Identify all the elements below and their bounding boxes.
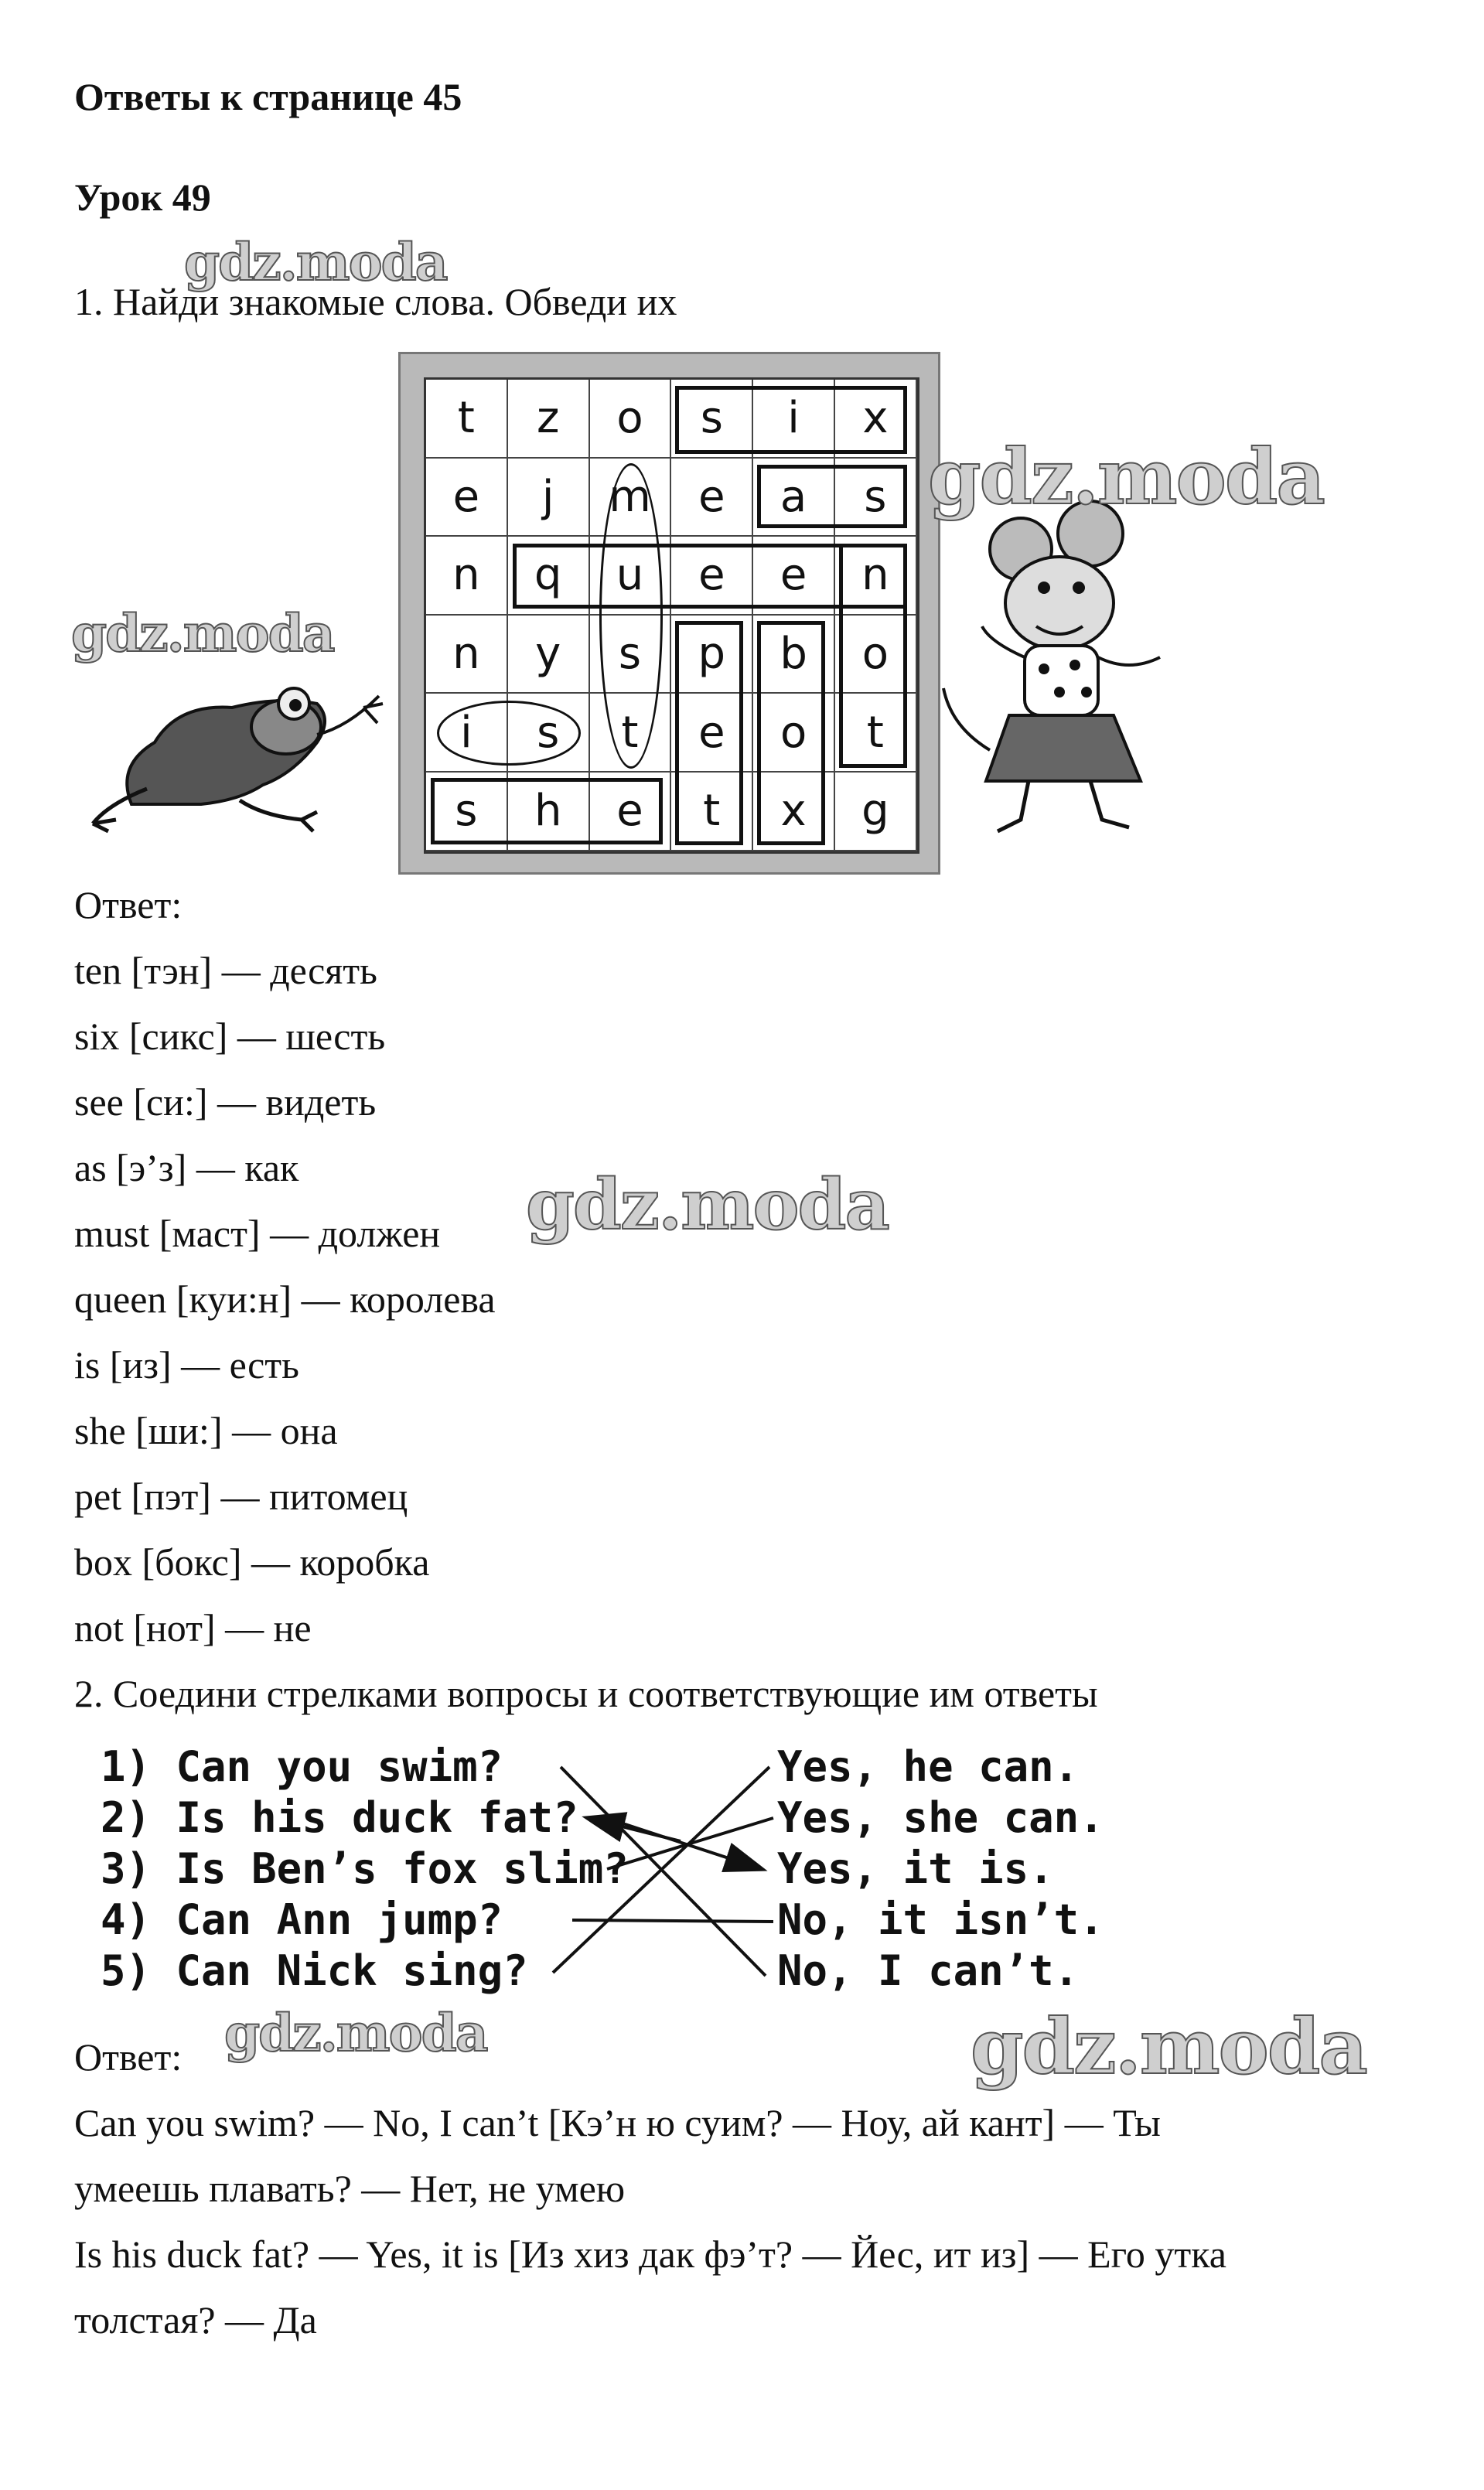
task2-heading: 2. Соедини стрелками вопросы и соответствующие им ответы: [74, 1672, 1098, 1715]
grid-cell: t: [671, 773, 753, 851]
connector-q4: [572, 1920, 773, 1922]
mouse-illustration: [936, 495, 1214, 851]
watermark: gdz.moda: [971, 2003, 1366, 2092]
grid-cell: t: [426, 380, 508, 459]
grid-cell: b: [753, 616, 835, 694]
grid-cell: e: [671, 694, 753, 773]
option-item: No, I can’t.: [777, 1946, 1080, 1995]
word-box-six: [675, 386, 907, 454]
grid-cell: t: [835, 694, 917, 773]
grid-cell: y: [508, 616, 590, 694]
grid-cell: e: [753, 537, 835, 616]
grid-cell: h: [508, 773, 590, 851]
option-item: Yes, she can.: [777, 1793, 1104, 1842]
answer-line: is [из] — есть: [74, 1343, 299, 1387]
grid-cell: u: [590, 537, 672, 616]
grid-cell: o: [835, 616, 917, 694]
answer-line: толстая? — Да: [74, 2298, 317, 2342]
word-box-she: [431, 778, 663, 844]
grid-cell: i: [426, 694, 508, 773]
grid-cell: x: [753, 773, 835, 851]
word-box-as: [757, 465, 907, 528]
grid-cell: g: [835, 773, 917, 851]
word-box-pet: [675, 621, 743, 845]
word-oval-must: [599, 463, 663, 769]
question-item: 1) Can you swim?: [101, 1742, 503, 1791]
grid-cell: n: [835, 537, 917, 616]
word-search-grid: [424, 377, 919, 854]
grid-cell: s: [835, 459, 917, 537]
grid-cell: e: [590, 773, 672, 851]
answer-line: ten [тэн] — десять: [74, 949, 377, 992]
grid-cell: s: [671, 380, 753, 459]
grid-cell: i: [753, 380, 835, 459]
answer-line: box [бокс] — коробка: [74, 1540, 430, 1584]
watermark: gdz.moda: [71, 603, 334, 663]
watermark: gdz.moda: [928, 433, 1324, 522]
word-oval-is: [437, 701, 581, 766]
task2-answer-label: Ответ:: [74, 2035, 183, 2079]
word-box-box: [757, 621, 825, 845]
answer-line: she [ши:] — она: [74, 1409, 338, 1452]
grid-cell: q: [508, 537, 590, 616]
word-search-puzzle: [398, 352, 940, 875]
grid-cell: s: [590, 616, 672, 694]
matching-exercise: [77, 1744, 1145, 2038]
answer-line: not [нот] — не: [74, 1606, 312, 1649]
grid-cell: n: [426, 616, 508, 694]
frog-illustration: [85, 650, 387, 835]
option-item: Yes, it is.: [777, 1844, 1054, 1893]
answer-line: must [маст] — должен: [74, 1212, 441, 1255]
question-item: 3) Is Ben’s fox slim?: [101, 1844, 629, 1893]
watermark: gdz.moda: [184, 232, 447, 292]
grid-cell: o: [590, 380, 672, 459]
grid-cell: s: [508, 694, 590, 773]
answer-line: pet [пэт] — питомец: [74, 1475, 408, 1518]
connector-lines: [77, 1744, 1145, 2038]
question-item: 4) Can Ann jump?: [101, 1895, 503, 1944]
question-item: 5) Can Nick sing?: [101, 1946, 528, 1995]
grid-cell: j: [508, 459, 590, 537]
question-item: 2) Is his duck fat?: [101, 1793, 578, 1842]
lesson-title: Урок 49: [74, 176, 211, 219]
grid-cell: t: [590, 694, 672, 773]
answer-line: as [э’з] — как: [74, 1146, 299, 1189]
connector-arrow-2: [588, 1818, 681, 1841]
answer-line: six [сикс] — шесть: [74, 1015, 386, 1058]
grid-cell: m: [590, 459, 672, 537]
word-box-not: [839, 544, 907, 768]
grid-cell: o: [753, 694, 835, 773]
watermark: gdz.moda: [526, 1164, 889, 1246]
answer-line: see [си:] — видеть: [74, 1080, 377, 1124]
option-item: No, it isn’t.: [777, 1895, 1104, 1944]
answer-line: Is his duck fat? — Yes, it is [Из хиз дак фэ’т? — Йес, ит из] — Его утка: [74, 2232, 1226, 2276]
grid-cell: e: [426, 459, 508, 537]
task1-answer-label: Ответ:: [74, 883, 183, 926]
grid-cell: p: [671, 616, 753, 694]
task1-heading: 1. Найди знакомые слова. Обведи их: [74, 280, 677, 323]
grid-cell: e: [671, 459, 753, 537]
answer-line: умеешь плавать? — Нет, не умею: [74, 2167, 626, 2210]
answer-line: Can you swim? — No, I can’t [Кэ’н ю суим? — Ноу, ай кант] — Ты: [74, 2101, 1161, 2144]
grid-cell: x: [835, 380, 917, 459]
grid-cell: n: [426, 537, 508, 616]
grid-cell: z: [508, 380, 590, 459]
watermark: gdz.moda: [224, 2003, 487, 2063]
grid-cell: e: [671, 537, 753, 616]
option-item: Yes, he can.: [777, 1742, 1080, 1791]
grid-cell: s: [426, 773, 508, 851]
answer-line: queen [куи:н] — королева: [74, 1277, 496, 1321]
connector-q5: [553, 1767, 769, 1973]
page-title: Ответы к странице 45: [74, 75, 462, 118]
grid-cell: a: [753, 459, 835, 537]
